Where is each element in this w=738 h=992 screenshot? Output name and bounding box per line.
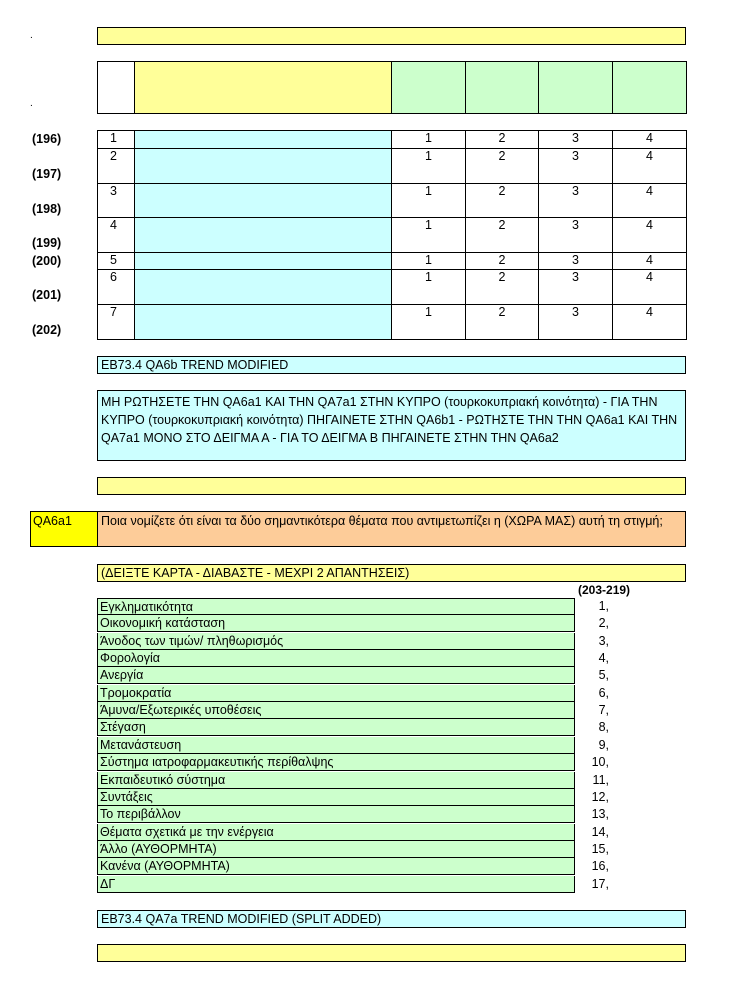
answer-code: 2 — [466, 305, 539, 340]
answer-code: 15, — [591, 841, 609, 856]
list-item: Μετανάστευση — [97, 737, 575, 754]
answer-code: 2, — [598, 616, 609, 631]
question-text: Ποια νομίζετε ότι είναι τα δύο σημαντικότερα θέματα που αντιμετωπίζει η (ΧΩΡΑ ΜΑΣ) αυτή τη στιγμή; — [97, 511, 686, 547]
margin-dot: . — [30, 98, 33, 109]
header-col-3 — [539, 62, 613, 114]
bottom-yellow-bar — [97, 944, 686, 962]
answer-code: 4 — [613, 270, 687, 305]
answer-code: 5, — [598, 668, 609, 683]
margin-dot: . — [30, 30, 33, 41]
list-item: Άμυνα/Εξωτερικές υποθέσεις — [97, 702, 575, 719]
row-code: (197) — [32, 167, 62, 181]
answer-code: 2 — [466, 218, 539, 253]
row-code: (199) — [32, 236, 62, 250]
row-label-cell — [135, 184, 392, 218]
answer-code: 4 — [613, 305, 687, 340]
table-row — [98, 253, 687, 270]
answer-code: 3 — [539, 270, 613, 305]
answer-code: 3 — [539, 305, 613, 340]
table-row — [98, 218, 687, 253]
header-grid — [97, 61, 687, 114]
trend-note: EB73.4 QA7a TREND MODIFIED (SPLIT ADDED) — [97, 910, 686, 928]
top-yellow-bar — [97, 27, 686, 45]
row-code: (200) — [32, 254, 62, 268]
list-item: Άνοδος των τιμών/ πληθωρισμός — [97, 633, 575, 650]
answer-code: 4 — [613, 131, 687, 149]
list-item: Σύστημα ιατροφαρμακευτικής περίθαλψης — [97, 754, 575, 771]
list-item: Το περιβάλλον — [97, 806, 575, 823]
answer-code: 10, — [591, 755, 609, 770]
answer-code: 4 — [613, 184, 687, 218]
row-code: (196) — [32, 132, 62, 146]
list-item: Τρομοκρατία — [97, 685, 575, 702]
answer-code: 3 — [539, 218, 613, 253]
header-label-cell — [135, 62, 392, 114]
table-row — [98, 270, 687, 305]
list-item: Φορολογία — [97, 650, 575, 667]
list-item: Οικονομική κατάσταση — [97, 615, 575, 632]
answer-code: 14, — [591, 824, 609, 839]
yellow-bar — [97, 477, 686, 495]
table-row — [98, 305, 687, 340]
row-number: 5 — [98, 253, 135, 270]
row-number: 6 — [98, 270, 135, 305]
answer-code: 7, — [598, 703, 609, 718]
answer-code: 2 — [466, 149, 539, 184]
row-number: 3 — [98, 184, 135, 218]
answer-code: 12, — [591, 789, 609, 804]
row-label-cell — [135, 270, 392, 305]
list-item: Θέματα σχετικά με την ενέργεια — [97, 824, 575, 841]
header-blank-cell — [98, 62, 135, 114]
answer-code: 4 — [613, 218, 687, 253]
row-label-cell — [135, 305, 392, 340]
answer-code: 1 — [392, 131, 466, 149]
answer-code: 3 — [539, 253, 613, 270]
row-number: 1 — [98, 131, 135, 149]
answer-code: 3 — [539, 149, 613, 184]
list-item: Συντάξεις — [97, 789, 575, 806]
list-item: Άλλο (ΑΥΘΟΡΜΗΤΑ) — [97, 841, 575, 858]
answer-code: 1 — [392, 305, 466, 340]
answer-code: 3 — [539, 184, 613, 218]
row-label-cell — [135, 131, 392, 149]
list-item: Εγκληματικότητα — [97, 598, 575, 615]
answer-code: 4 — [613, 253, 687, 270]
question-code: QA6a1 — [30, 511, 98, 547]
list-item: Εκπαιδευτικό σύστημα — [97, 772, 575, 789]
row-code: (201) — [32, 288, 62, 302]
table-row — [98, 184, 687, 218]
row-number: 7 — [98, 305, 135, 340]
answer-code: 1 — [392, 184, 466, 218]
row-code: (202) — [32, 323, 62, 337]
answer-code: 9, — [598, 737, 609, 752]
list-item: Στέγαση — [97, 719, 575, 736]
header-col-4 — [613, 62, 687, 114]
answer-code: 6, — [598, 685, 609, 700]
answer-code: 4, — [598, 651, 609, 666]
answer-code: 1, — [598, 599, 609, 613]
answer-code: 11, — [592, 772, 609, 787]
answer-code: 3 — [539, 131, 613, 149]
answer-code: 1 — [392, 149, 466, 184]
row-number: 4 — [98, 218, 135, 253]
list-item: ΔΓ — [97, 876, 575, 893]
row-label-cell — [135, 253, 392, 270]
answer-code: 2 — [466, 184, 539, 218]
items-grid — [97, 130, 687, 340]
table-row — [98, 149, 687, 184]
header-col-1 — [392, 62, 466, 114]
answer-code: 8, — [598, 720, 609, 735]
answer-code: 1 — [392, 218, 466, 253]
answer-code: 1 — [392, 270, 466, 305]
header-col-2 — [466, 62, 539, 114]
answer-code: 17, — [591, 876, 609, 891]
answer-code: 3, — [598, 633, 609, 648]
list-item: Ανεργία — [97, 667, 575, 684]
answer-code: 4 — [613, 149, 687, 184]
row-label-cell — [135, 149, 392, 184]
answer-code: 2 — [466, 270, 539, 305]
answer-code: 1 — [392, 253, 466, 270]
answer-code: 13, — [591, 807, 609, 822]
trend-note: EB73.4 QA6b TREND MODIFIED — [97, 356, 686, 374]
interviewer-instruction: ΜΗ ΡΩΤΗΣΕΤΕ ΤΗΝ QA6a1 ΚΑΙ ΤΗΝ QA7a1 ΣΤΗΝ ΚΥΠΡΟ (τουρκοκυπριακή κοινότητα) - ΓΙΑ ΤΗΝ ΚΥΠΡΟ (τουρκοκυπριακή κοινότητα) ΠΗΓΑΙΝΕΤΕ ΣΤΗΝ QA6b1 - ΡΩΤΗΣΤΕ ΤΗΝ ΤΗΝ QA6a1 ΚΑΙ ΤΗΝ QA7a1 ΜΟΝΟ ΣΤΟ ΔΕΙΓΜΑ Α - ΓΙΑ ΤΟ ΔΕΙΓΜΑ Β ΠΗΓΑΙΝΕΤΕ ΣΤΗΝ ΤΗΝ QA6a2 — [97, 390, 686, 461]
show-card-instruction: (ΔΕΙΞΤΕ ΚΑΡΤΑ - ΔΙΑΒΑΣΤΕ - ΜΕΧΡΙ 2 ΑΠΑΝΤΗΣΕΙΣ) — [97, 564, 686, 582]
answer-code: 2 — [466, 131, 539, 149]
row-number: 2 — [98, 149, 135, 184]
list-range: (203-219) — [578, 583, 631, 597]
list-item: Κανένα (ΑΥΘΟΡΜΗΤΑ) — [97, 858, 575, 875]
table-row — [98, 131, 687, 149]
row-code: (198) — [32, 202, 62, 216]
answer-code: 16, — [591, 859, 609, 874]
row-label-cell — [135, 218, 392, 253]
answer-code: 2 — [466, 253, 539, 270]
